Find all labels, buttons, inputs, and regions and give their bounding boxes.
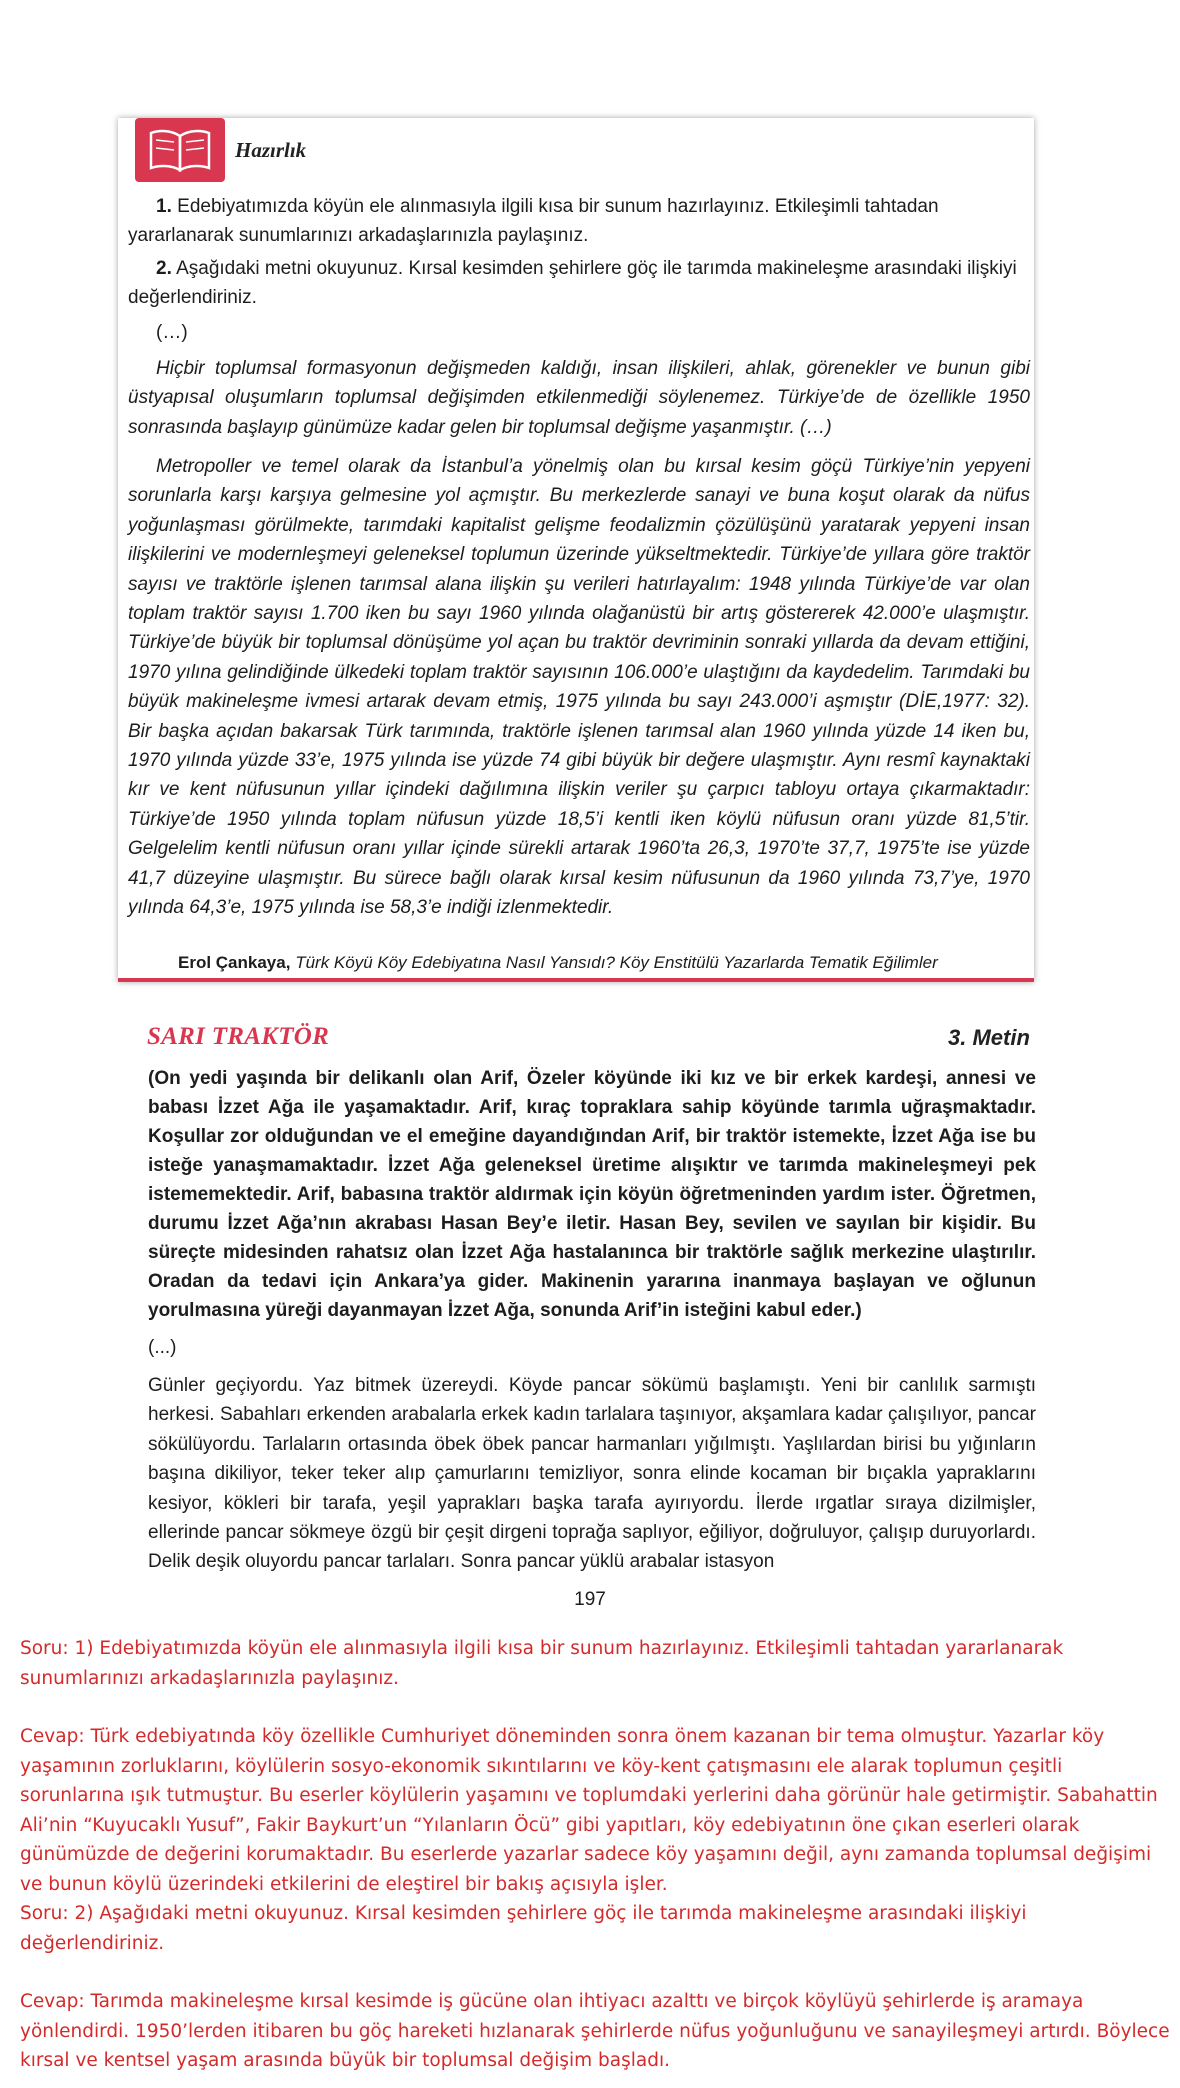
hazirlik-title: Hazırlık <box>235 138 307 162</box>
item-text: Edebiyatımızda köyün ele alınmasıyla ilgili kısa bir sunum hazırlayınız. Etkileşimli tahtadan yararlanarak sunumlarınızı arkadaşlarınızla paylaşınız. <box>128 196 939 246</box>
text-ellipsis: (...) <box>148 1337 177 1358</box>
answer-2: Cevap: Tarımda makineleşme kırsal kesimde iş gücüne olan ihtiyacı azalttı ve birçok köylüyü şehirlerde iş aramaya yönlendirdi. 1950’lerden itibaren bu göç hareketi hızlanarak şehirlerde nüfus yoğunluğunu ve sanayileşmeyi artırdı. Böylece kırsal ve kentsel yaşam arasında büyük bir toplumsal değişim başladı. <box>20 1991 1170 2071</box>
item-text: Aşağıdaki metni okuyunuz. Kırsal kesimden şehirlere göç ile tarımda makineleşme arasındaki ilişkiyi değerlendiriniz. <box>128 258 1017 308</box>
question-1: Soru: 1) Edebiyatımızda köyün ele alınmasıyla ilgili kısa bir sunum hazırlayınız. Etkileşimli tahtadan yararlanarak sunumlarınızı arkadaşlarınızla paylaşınız. <box>20 1638 1064 1689</box>
text-body: Günler geçiyordu. Yaz bitmek üzereydi. Köyde pancar sökümü başlamıştı. Yeni bir canlılık sarmıştı herkesi. Sabahları erkenden arabalarla erkek kadın tarlalara taşınıyor, akşamlara kadar çalışılıyor, pancar sökülüyordu. Tarlaların ortasında öbek öbek pancar harmanları yığılmıştı. Yaşlılardan birisi bu yığınların başına dikiliyor, teker teker alıp çamurlarını temizliyor, sonra elinde kocaman bir bıçakla yapraklarını kesiyor, kökleri bir tarafa, yeşil yaprakları başka tarafa ayırıyordu. İlerde ırgatlar sıraya dizilmişler, ellerinde pancar sökmeye özgü bir çeşit dirgeni toprağa saplıyor, eğiliyor, doğruluyor, çalışıp duruyorlardı. Delik deşik oluyordu pancar tarlaları. Sonra pancar yüklü arabalar istasyon <box>148 1375 1036 1573</box>
text-title: SARI TRAKTÖR <box>147 1023 330 1050</box>
excerpt-paragraph-1: Hiçbir toplumsal formasyonun değişmeden kaldığı, insan ilişkileri, ahlak, görenekler ve bunun gibi üstyapısal oluşumların toplumsal değişimden etkilenmediği söylenemez. Türkiye’de de özellikle 1950 sonrasında başlayıp günümüze kadar gelen bir toplumsal değişme yaşanmıştır. (…) <box>128 358 1030 438</box>
text-label: 3. Metin <box>948 1025 1030 1050</box>
page-number: 197 <box>574 1589 606 1610</box>
book-icon <box>135 118 225 182</box>
hazirlik-item-1 <box>128 192 1028 250</box>
text-summary: (On yedi yaşında bir delikanlı olan Arif, Özeler köyünde iki kız ve bir erkek kardeşi, annesi ve babası İzzet Ağa ile yaşamaktadır. Arif, kıraç topraklara sahip köyünde tarımla uğraşmaktadır. Koşullar zor olduğundan ve el emeğine dayandığından Arif, bir traktör istemekte, İzzet Ağa ise bu isteğe yanaşmamaktadır. İzzet Ağa geleneksel üretime alışıktır ve tarımda makineleşmeyi pek istememektedir. Arif, babasına traktör aldırmak için köyün öğretmeninden yardım ister. Öğretmen, durumu İzzet Ağa’nın akrabası Hasan Bey’e iletir. Hasan Bey, sevilen ve sayılan bir kişidir. Bu süreçte midesinden rahatsız olan İzzet Ağa hastalanınca bir traktörle sağlık merkezine ulaştırılır. Oradan da tedavi için Ankara’ya gider. Makinenin yararına inanmaya başlayan ve oğlunun yorulmasına yüreği dayanmayan İzzet Ağa, sonunda Arif’in isteğini kabul eder.) <box>148 1068 1036 1321</box>
answer-1: Cevap: Türk edebiyatında köy özellikle Cumhuriyet döneminden sonra önem kazanan bir tema olmuştur. Yazarlar köy yaşamının zorluklarını, köylülerin sosyo-ekonomik sıkıntılarını ve köy-kent çatışmasını ele alarak toplumun çeşitli sorunlarına ışık tutmuştur. Bu eserler köylülerin yaşamını ve toplumdaki yerlerini daha görünür hale getirmiştir. Sabahattin Ali’nin “Kuyucaklı Yusuf”, Fakir Baykurt’un “Yılanların Öcü” gibi yapıtları, köy edebiyatının öne çıkan eserleri olarak günümüzde de değerini korumaktadır. Bu eserlerde yazarlar sadece köy yaşamını değil, aynı zamanda toplumsal değişimi ve bunun köylü üzerindeki etkilerini de eleştirel bir bakış açısıyla işler. <box>20 1726 1158 1895</box>
source-author: Erol Çankaya, <box>178 953 291 972</box>
item-number: 1. <box>156 196 172 217</box>
question-2: Soru: 2) Aşağıdaki metni okuyunuz. Kırsal kesimden şehirlere göç ile tarımda makineleşme arasındaki ilişkiyi değerlendiriniz. <box>20 1903 1027 1954</box>
excerpt-paragraph-2: Metropoller ve temel olarak da İstanbul’a yönelmiş olan bu kırsal kesim göçü Türkiye’nin yepyeni sorunlarla karşı karşıya gelmesine yol açmıştır. Bu merkezlerde sanayi ve buna koşut olarak da nüfus yoğunlaşması görülmekte, tarımdaki kapitalist gelişme feodalizmin çözülüşünü yaratarak yepyeni insan ilişkilerini ve modernleşmeyi geleneksel toplumun üzerinde yükseltmektedir. Türkiye’de yıllara göre traktör sayısı ve traktörle işlenen tarımsal alana ilişkin şu verileri hatırlayalım: 1948 yılında Türkiye’de var olan toplam traktör sayısı 1.700 iken bu sayı 1960 yılında olağanüstü bir artış göstererek 42.000’e ulaşmıştır. Türkiye’de büyük bir toplumsal dönüşüme yol açan bu traktör devriminin sonraki yıllarda da devam ettiğini, 1970 yılına gelindiğinde ülkedeki toplam traktör sayısının 106.000’e ulaştığını da kaydedelim. Tarımdaki bu büyük makineleşme ivmesi artarak devam etmiş, 1975 yılında bu sayı 243.000’i aşmıştır (DİE,1977: 32). Bir başka açıdan bakarsak Türk tarımında, traktörle işlenen tarımsal alan 1960 yılında yüzde 14 iken bu, 1970 yılında yüzde 33’e, 1975 yılında ise yüzde 74 gibi büyük bir değere ulaşmıştır. Aynı resmî kaynaktaki kır ve kent nüfusunun yıllar içindeki dağılımına ilişkin veriler şu çarpıcı tabloyu ortaya çıkarmaktadır: Türkiye’de 1950 yılında toplam nüfusun yüzde 18,5’i kentli iken köylü nüfusun oranı yüzde 81,5’tir. Gelgelelim kentli nüfusun oranı yıllar içinde sürekli artarak 1960’ta 26,3, 1970’te 37,7, 1975’te ise yüzde 41,7 düzeyine ulaşmıştır. Bu sürece bağlı olarak kırsal kesim nüfusunun da 1960 yılında 73,7’ye, 1970 yılında 64,3’e, 1975 yılında ise 58,3’e indiği izlenmektedir. <box>128 456 1030 919</box>
excerpt-source <box>178 952 1028 974</box>
source-title: Türk Köyü Köy Edebiyatına Nasıl Yansıdı? Köy Enstitülü Yazarlarda Tematik Eğilimler <box>295 953 938 972</box>
ellipsis: (…) <box>156 322 188 343</box>
item-number: 2. <box>156 258 172 279</box>
hazirlik-item-2 <box>128 254 1028 312</box>
